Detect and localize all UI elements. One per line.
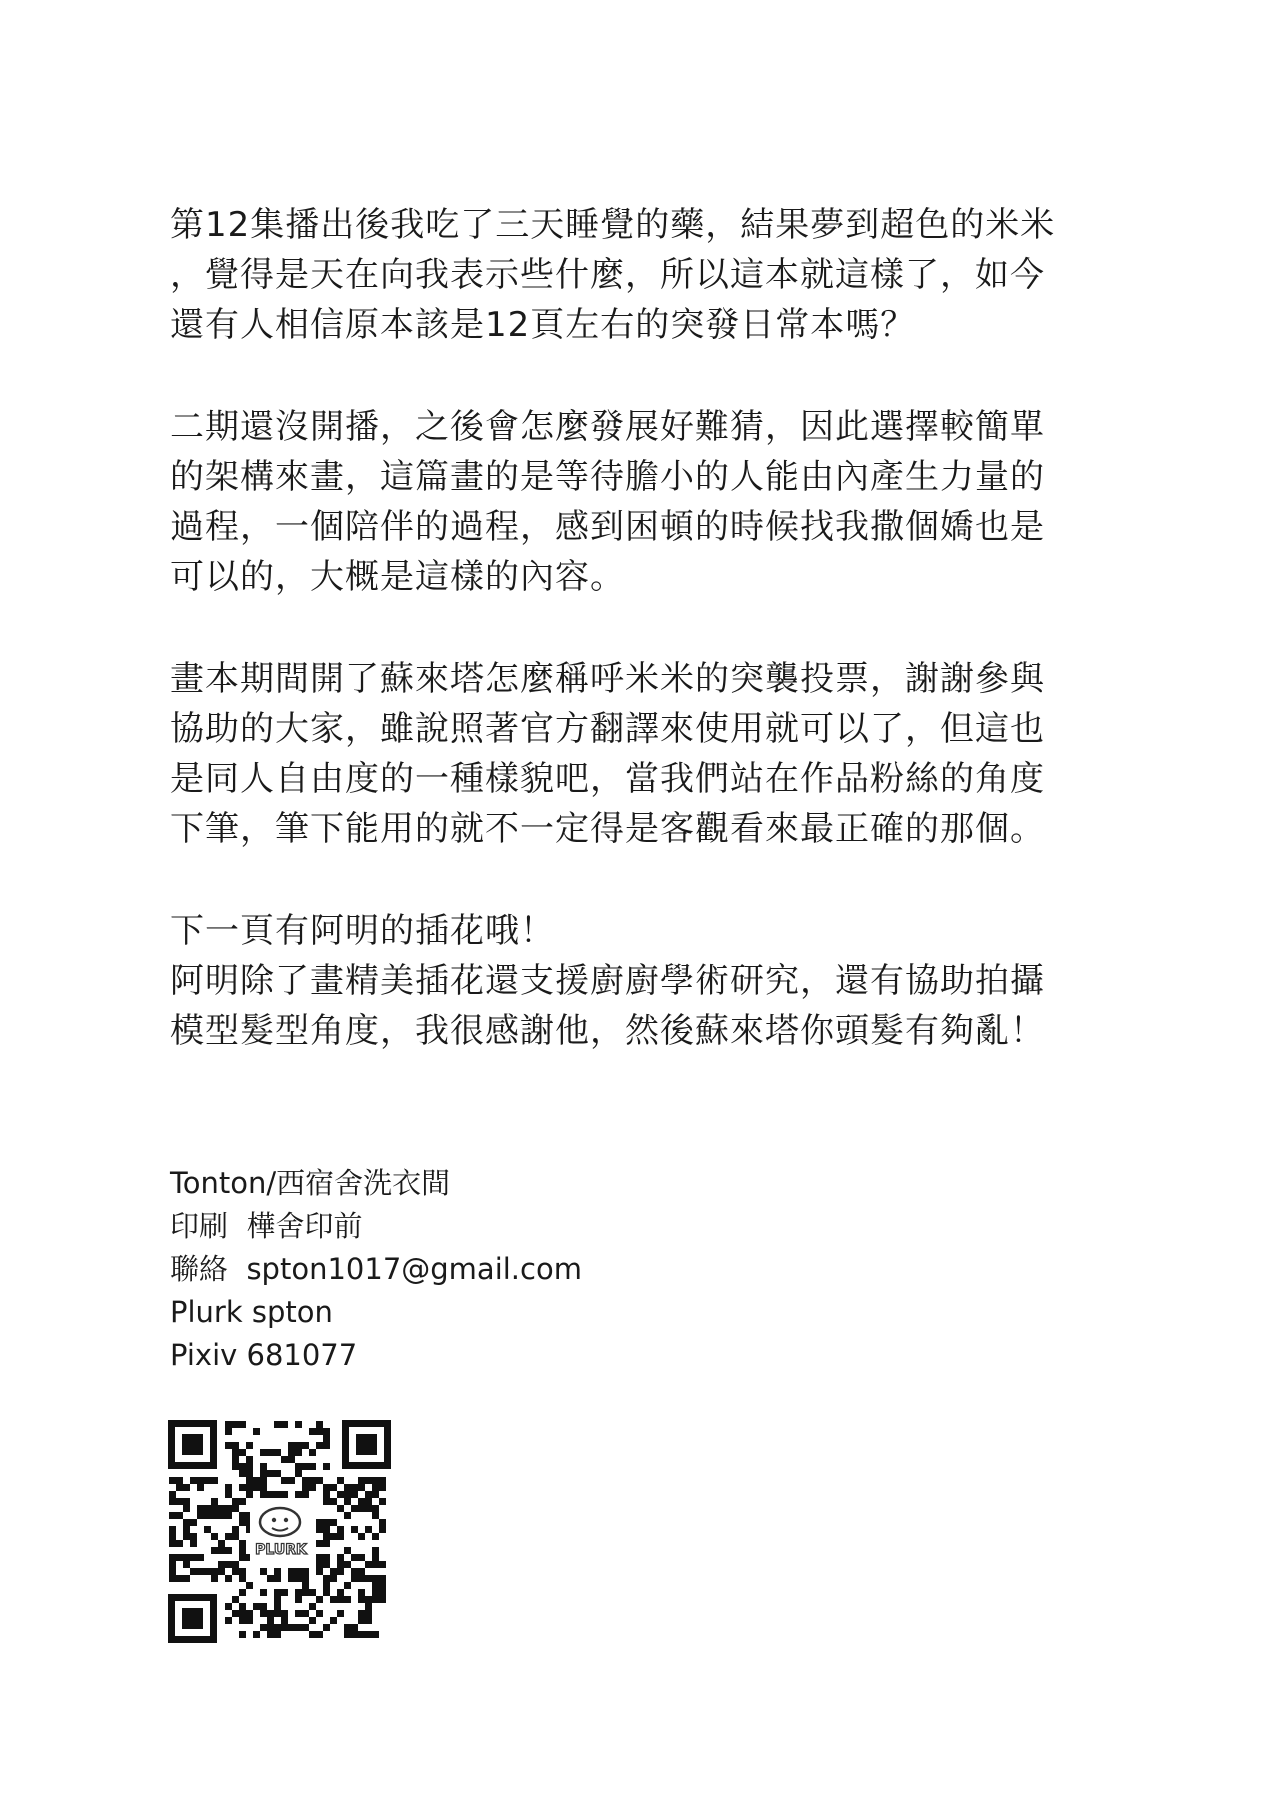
text-line: ，覺得是天在向我表示些什麼，所以這本就這樣了，如今 [170, 255, 1045, 295]
qr-code-image [168, 1420, 391, 1643]
text-line: 的架構來畫，這篇畫的是等待膽小的人能由內產生力量的 [170, 457, 1045, 497]
text-line: 二期還沒開播，之後會怎麼發展好難猜，因此選擇較簡單 [170, 407, 1045, 447]
qr-finder-bottom-left [168, 1594, 217, 1643]
text-line: 還有人相信原本該是12頁左右的突發日常本嗎？ [170, 305, 916, 345]
printer-line [170, 1205, 870, 1248]
printer-label: 印刷 [170, 1209, 229, 1243]
text-line: 阿明除了畫精美插花還支援廚廚學術研究，還有協助拍攝 [170, 961, 1045, 1001]
afterword-text [170, 200, 1056, 1108]
contact-email[interactable]: spton1017@gmail.com [246, 1252, 582, 1286]
afterword-paragraph-2 [170, 402, 1050, 602]
colophon [170, 1162, 870, 1377]
printer-value: 樺舍印前 [246, 1209, 363, 1243]
qr-finder-top-right [342, 1420, 391, 1469]
text-line: 畫本期間開了蘇來塔怎麼稱呼米米的突襲投票，謝謝參與 [170, 659, 1045, 699]
text-line: 過程，一個陪伴的過程，感到困頓的時候找我撒個嬌也是 [170, 507, 1045, 547]
text-line: 下筆，筆下能用的就不一定得是客觀看來最正確的那個。 [170, 809, 1045, 849]
plurk-account[interactable]: Plurk spton [170, 1295, 333, 1329]
text-line: 可以的，大概是這樣的內容。 [170, 557, 625, 597]
text-line: 模型髮型角度，我很感謝他，然後蘇來塔你頭髮有夠亂！ [170, 1011, 1045, 1051]
circle-name: Tonton/西宿舍洗衣間 [170, 1166, 451, 1200]
afterword-paragraph-1 [170, 200, 1056, 350]
text-line: 是同人自由度的一種樣貌吧，當我們站在作品粉絲的角度 [170, 759, 1045, 799]
plurk-logo-text: PLURK [255, 1542, 307, 1558]
contact-label: 聯絡 [170, 1252, 229, 1286]
text-line: 下一頁有阿明的插花哦！ [170, 911, 555, 951]
contact-line [170, 1248, 870, 1291]
text-line: 第12集播出後我吃了三天睡覺的藥，結果夢到超色的米米 [170, 205, 1056, 245]
qr-finder-top-left [168, 1420, 217, 1469]
afterword-paragraph-3 [170, 654, 1050, 854]
afterword-paragraph-4 [170, 906, 1050, 1056]
plurk-qr-code [168, 1420, 391, 1643]
text-line: 協助的大家，雖說照著官方翻譯來使用就可以了，但這也 [170, 709, 1045, 749]
plurk-logo-icon [250, 1500, 312, 1562]
pixiv-account[interactable]: Pixiv 681077 [170, 1338, 358, 1372]
